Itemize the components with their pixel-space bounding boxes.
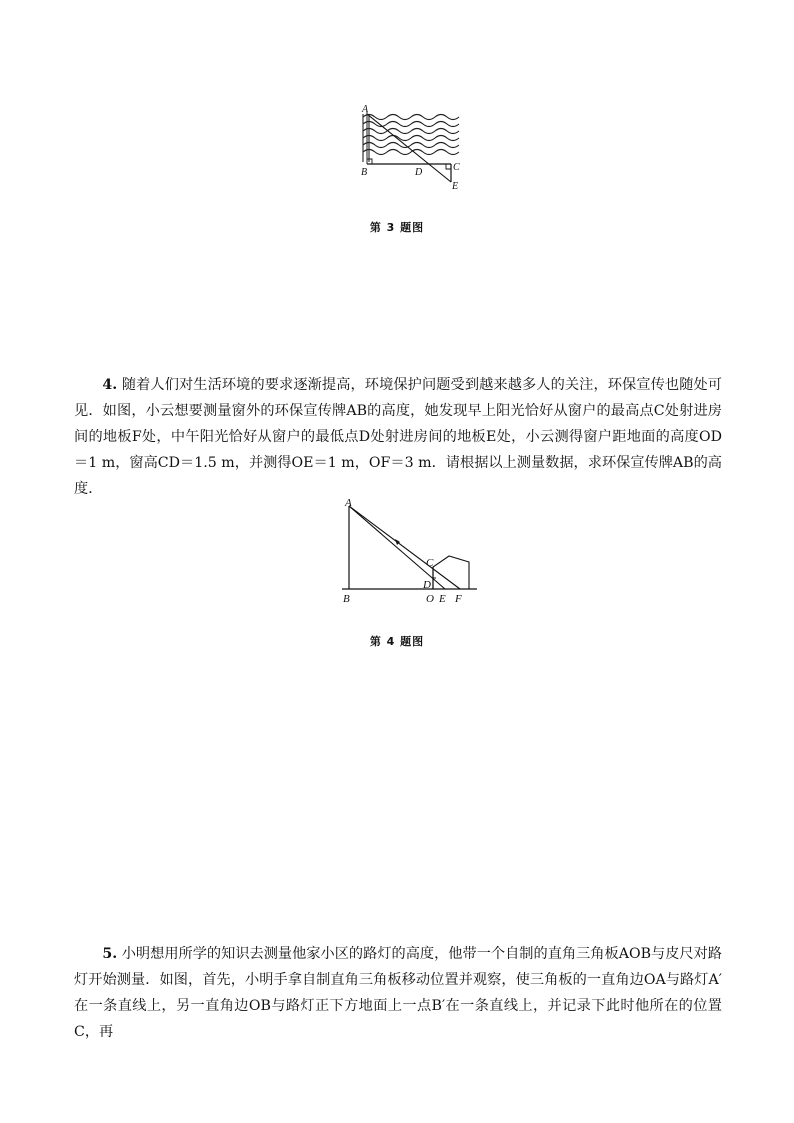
question-5-text: 小明想用所学的知识去测量他家小区的路灯的高度，他带一个自制的直角三角板AOB与皮尺对路灯开始测量．如图，首先，小明手拿自制直角三角板移动位置并观察，使三角板的一直角边OA与路灯A′在一条直线上，另一直角边OB与路灯正下方地面上一点B′在一条直线上，并记录下此时他所在的位置C，再 bbox=[74, 946, 722, 1040]
figure-4-diagram bbox=[337, 494, 487, 606]
question-5 bbox=[74, 941, 722, 1045]
figure-3 bbox=[355, 100, 475, 195]
fig4-label-o: O bbox=[426, 593, 434, 605]
figure-3-caption: 第 3 题图 bbox=[369, 221, 425, 234]
fig4-label-a: A bbox=[345, 497, 352, 509]
fig3-label-e: E bbox=[452, 181, 459, 192]
fig3-label-a: A bbox=[362, 104, 369, 115]
fig4-label-e: E bbox=[439, 593, 446, 605]
question-4-number: 4. bbox=[102, 377, 118, 393]
fig3-label-c: C bbox=[453, 162, 460, 173]
fig3-label-b: B bbox=[361, 167, 368, 178]
fig3-label-d: D bbox=[415, 167, 423, 178]
wave-lines bbox=[363, 115, 459, 155]
figure-4-caption: 第 4 题图 bbox=[369, 635, 425, 648]
question-4 bbox=[74, 372, 722, 502]
figure-3-diagram bbox=[355, 100, 475, 195]
question-5-number: 5. bbox=[102, 946, 118, 962]
fig4-label-b: B bbox=[343, 593, 350, 605]
fig4-label-c: C bbox=[426, 557, 434, 569]
fig4-label-f: F bbox=[455, 593, 462, 605]
figure-4 bbox=[337, 494, 487, 606]
question-4-text: 随着人们对生活环境的要求逐渐提高，环境保护问题受到越来越多人的关注，环保宣传也随处可见．如图，小云想要测量窗外的环保宣传牌AB的高度，她发现早上阳光恰好从窗户的最高点C处射进房间的地板F处，中午阳光恰好从窗户的最低点D处射进房间的地板E处，小云测得窗户距地面的高度OD＝1 m，窗高CD＝1.5 m，并测得OE＝1 m，OF＝3 m．请根据以上测量数据，求环保宣传牌AB的高度． bbox=[74, 377, 722, 497]
fig4-label-d: D bbox=[423, 579, 431, 591]
